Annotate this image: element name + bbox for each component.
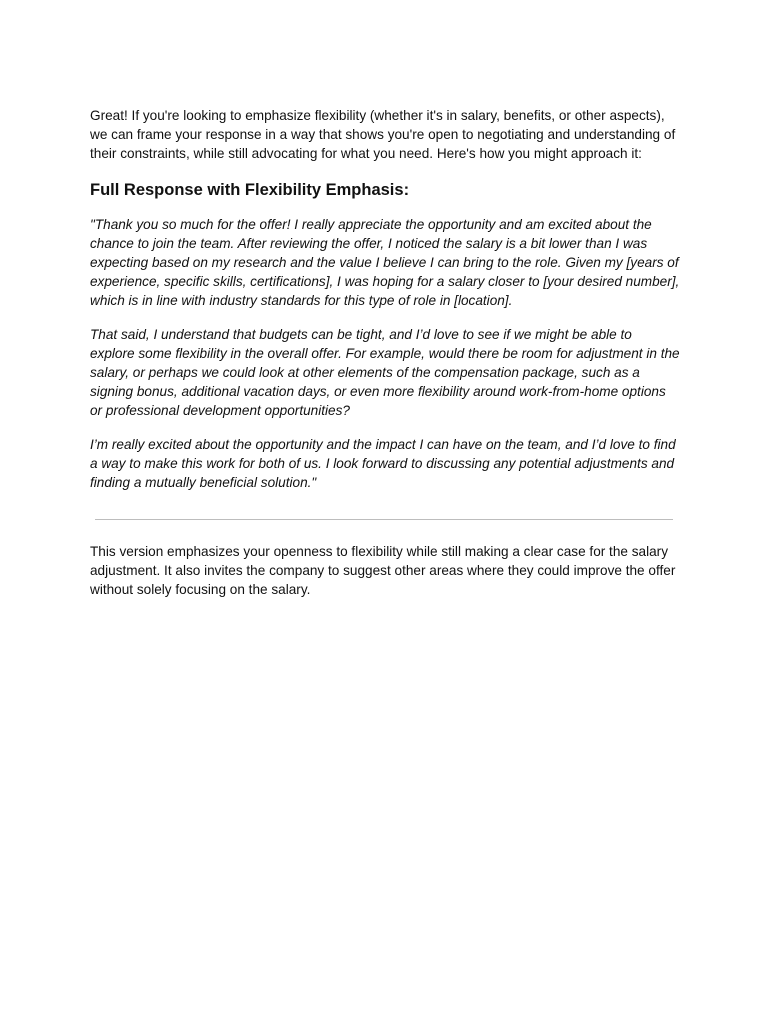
horizontal-divider <box>95 519 673 520</box>
section-heading: Full Response with Flexibility Emphasis: <box>90 181 410 199</box>
quote-paragraph-2: That said, I understand that budgets can be tight, and I’d love to see if we might be able to explore some flexibility in the overall offer. For example, would there be room for adjustment in the salary, or perhaps we could look at other elements of the compensation package, such as a signing bonus, additional vacation days, or even more flexibility around work-from-home options or professional development opportunities? <box>90 327 680 418</box>
quoted-response <box>90 215 680 492</box>
quote-paragraph-1: "Thank you so much for the offer! I really appreciate the opportunity and am excited about the chance to join the team. After reviewing the offer, I noticed the salary is a bit lower than I was expecting based on my research and the value I believe I can bring to the role. Given my [years of experience, specific skills, certifications], I was hoping for a salary closer to [your desired number], which is in line with industry standards for this type of role in [location]. <box>90 217 680 308</box>
closing-paragraph: This version emphasizes your openness to flexibility while still making a clear case for the salary adjustment. It also invites the company to suggest other areas where they could improve the offer without solely focusing on the salary. <box>90 544 676 597</box>
quote-paragraph-3: I’m really excited about the opportunity and the impact I can have on the team, and I’d love to find a way to make this work for both of us. I look forward to discussing any potential adjustments and finding a mutually beneficial solution." <box>90 437 676 490</box>
intro-paragraph: Great! If you're looking to emphasize flexibility (whether it's in salary, benefits, or other aspects), we can frame your response in a way that shows you're open to negotiating and understanding of their constraints, while still advocating for what you need. Here's how you might approach it: <box>90 108 676 161</box>
document-page <box>90 106 680 599</box>
